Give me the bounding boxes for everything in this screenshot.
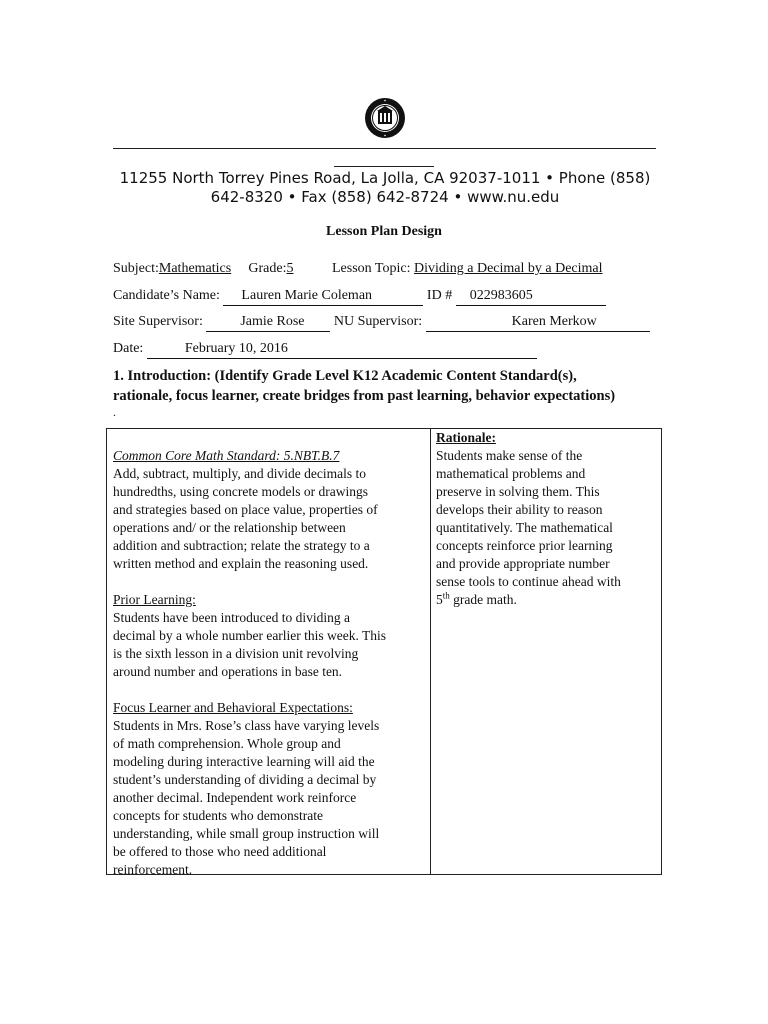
address-line-1: 11255 North Torrey Pines Road, La Jolla, CA 92037-1011 • Phone (858) (119, 169, 651, 187)
grade-number: 5 (436, 592, 443, 607)
focus-learner-text (113, 717, 425, 879)
university-seal-logo (364, 97, 406, 139)
date-row (113, 340, 537, 359)
rationale-line: Students make sense of the (436, 448, 583, 463)
rationale-line: sense tools to continue ahead with (436, 574, 621, 589)
focus-learner-line: be offered to those who need additional (113, 844, 327, 859)
standard-text-line: Add, subtract, multiply, and divide decimals to (113, 466, 366, 481)
rationale-text (436, 447, 658, 591)
nu-supervisor-value: Karen Merkow (426, 313, 650, 332)
prior-learning-line: decimal by a whole number earlier this week. This (113, 628, 387, 643)
rationale-line: concepts reinforce prior learning (436, 538, 613, 553)
rationale-line: preserve in solving them. This (436, 484, 600, 499)
grade-math-text: grade math. (449, 592, 517, 607)
standard-text-line: written method and explain the reasoning used. (113, 556, 369, 571)
id-value: 022983605 (456, 287, 606, 306)
candidate-value: Lauren Marie Coleman (223, 287, 423, 306)
topic-label: Lesson Topic: (331, 261, 411, 276)
prior-learning-text (113, 609, 425, 681)
focus-learner-line: another decimal. Independent work reinforce (113, 790, 357, 805)
focus-learner-line: student’s understanding of dividing a decimal by (113, 772, 377, 787)
rationale-heading: Rationale: (436, 430, 496, 445)
standard-text (113, 465, 425, 573)
focus-learner-line: modeling during interactive learning will aid the (113, 754, 375, 769)
prior-learning-line: Students have been introduced to dividing a (113, 610, 350, 625)
focus-learner-heading: Focus Learner and Behavioral Expectations: (113, 700, 353, 715)
header-divider (113, 148, 656, 149)
candidate-label: Candidate’s Name: (113, 288, 220, 303)
site-supervisor-label: Site Supervisor: (113, 314, 203, 329)
focus-learner-line: concepts for students who demonstrate (113, 808, 323, 823)
rationale-line: quantitatively. The mathematical (436, 520, 613, 535)
prior-learning-line: around number and operations in base ten. (113, 664, 343, 679)
topic-value: Dividing a Decimal by a Decimal (413, 261, 603, 276)
date-value: February 10, 2016 (147, 340, 537, 359)
date-label: Date: (113, 341, 144, 356)
page-title: Lesson Plan Design (326, 224, 442, 239)
prior-learning-heading: Prior Learning: (113, 592, 196, 607)
rationale-line: mathematical problems and (436, 466, 586, 481)
subject-value: Mathematics (158, 261, 232, 276)
focus-learner-line: Students in Mrs. Rose’s class have varying levels (113, 718, 380, 733)
grade-ordinal: th (442, 590, 450, 601)
site-supervisor-value: Jamie Rose (206, 313, 330, 332)
standard-heading: Common Core Math Standard: 5.NBT.B.7 (113, 448, 340, 463)
introduction-dot: . (113, 405, 116, 419)
focus-learner-line: reinforcement. (113, 862, 193, 877)
grade-value: 5 (286, 261, 294, 276)
id-label: ID # (426, 288, 453, 303)
introduction-line-2: rationale, focus learner, create bridges from past learning, behavior expectations) (113, 388, 616, 404)
header-short-rule (334, 166, 434, 167)
nu-supervisor-label: NU Supervisor: (333, 314, 423, 329)
introduction-heading (113, 366, 673, 406)
rationale-last-line (436, 591, 658, 609)
standard-text-line: addition and subtraction; relate the strategy to a (113, 538, 370, 553)
focus-learner-line: of math comprehension. Whole group and (113, 736, 341, 751)
supervisor-row (113, 313, 650, 332)
subject-row (113, 260, 632, 278)
rationale-line: develops their ability to reason (436, 502, 603, 517)
rationale-cell (436, 429, 658, 609)
table-column-divider (430, 428, 431, 875)
introduction-line-1: 1. Introduction: (Identify Grade Level K12 Academic Content Standard(s), (113, 368, 577, 384)
standards-cell (113, 447, 425, 879)
address-line-2: 642-8320 • Fax (858) 642-8724 • www.nu.edu (210, 188, 560, 206)
standard-text-line: operations and/ or the relationship between (113, 520, 346, 535)
focus-learner-line: understanding, while small group instruction will (113, 826, 380, 841)
standard-text-line: and strategies based on place value, properties of (113, 502, 378, 517)
prior-learning-line: is the sixth lesson in a division unit revolving (113, 646, 359, 661)
rationale-line: and provide appropriate number (436, 556, 610, 571)
grade-label: Grade: (248, 261, 287, 276)
subject-label: Subject: (113, 261, 159, 276)
candidate-row (113, 287, 606, 306)
standard-text-line: hundredths, using concrete models or drawings (113, 484, 368, 499)
